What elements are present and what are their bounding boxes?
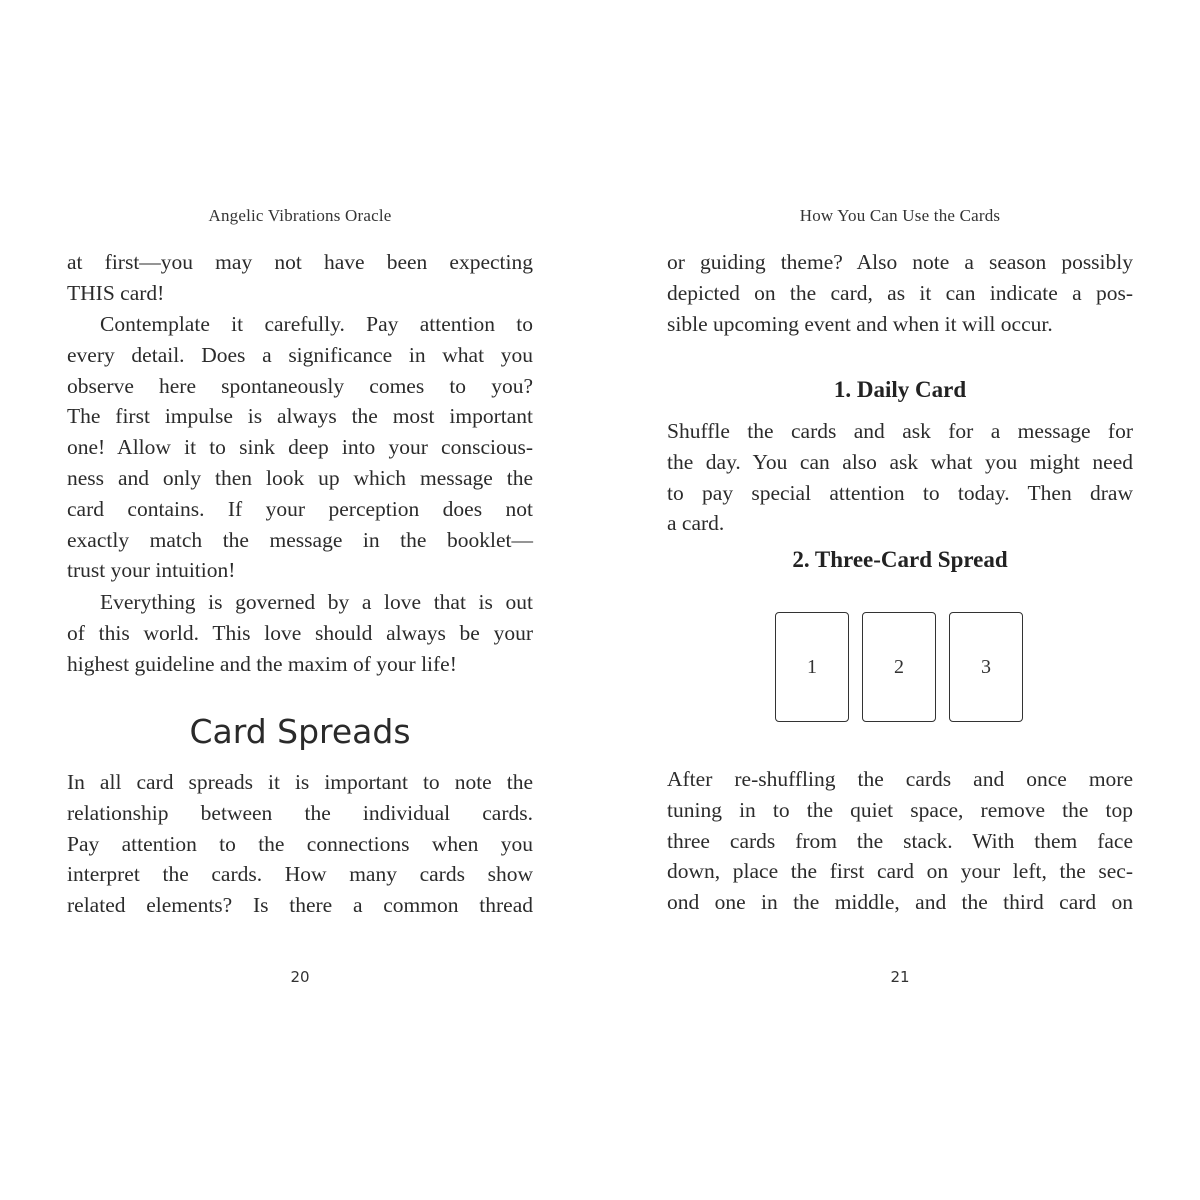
page-number-left: 20 <box>290 968 310 986</box>
text-line: related elements? Is there a common thread <box>67 893 533 918</box>
paragraph-contemplate <box>67 309 533 586</box>
paragraph-everything <box>67 587 533 679</box>
text-line: one! Allow it to sink deep into your conscious- <box>67 435 533 460</box>
text-line: ness and only then look up which message the <box>67 465 533 490</box>
three-card-spread-diagram <box>775 612 1025 724</box>
heading-three-card-spread: 2. Three-Card Spread <box>792 547 1008 572</box>
text-line: relationship between the individual cards. <box>67 800 533 825</box>
text-line: three cards from the stack. With them face <box>667 828 1133 853</box>
paragraph-card-spreads <box>67 767 533 921</box>
text-line: Pay attention to the connections when you <box>67 831 533 856</box>
text-line: sible upcoming event and when it will occur. <box>667 311 1053 336</box>
paragraph-continued <box>67 247 533 309</box>
paragraph-three-card-spread <box>667 764 1133 918</box>
heading-daily-card: 1. Daily Card <box>833 377 967 402</box>
paragraph-daily-card <box>667 416 1133 539</box>
text-line: tuning in to the quiet space, remove the top <box>667 797 1133 822</box>
running-head-right: How You Can Use the Cards <box>799 206 1001 225</box>
paragraph-guiding-theme <box>667 247 1133 339</box>
text-line: at first—you may not have been expecting <box>67 250 533 274</box>
text-line: to pay special attention to today. Then draw <box>667 480 1133 505</box>
text-line: exactly match the message in the booklet— <box>67 527 533 552</box>
text-line: trust your intuition! <box>67 558 236 583</box>
text-line: of this world. This love should always be your <box>67 620 533 645</box>
card-slot-3: 3 <box>949 612 1023 722</box>
text-line: or guiding theme? Also note a season possibly <box>667 250 1133 274</box>
text-line: depicted on the card, as it can indicate a pos- <box>667 280 1133 305</box>
text-line: The first impulse is always the most important <box>67 404 533 429</box>
text-line: observe here spontaneously comes to you? <box>67 373 533 398</box>
text-line: Contemplate it carefully. Pay attention to <box>100 312 533 336</box>
section-title-card-spreads: Card Spreads <box>189 712 411 751</box>
card-slot-2: 2 <box>862 612 936 722</box>
page-number-right: 21 <box>890 968 910 986</box>
card-slot-1: 1 <box>775 612 849 722</box>
text-line: card contains. If your perception does not <box>67 496 533 521</box>
text-line: In all card spreads it is important to note the <box>67 770 533 794</box>
text-line: interpret the cards. How many cards show <box>67 862 533 887</box>
running-head-left: Angelic Vibrations Oracle <box>208 206 392 225</box>
text-line: Everything is governed by a love that is out <box>100 590 533 614</box>
text-line: the day. You can also ask what you might need <box>667 449 1133 474</box>
text-line: highest guideline and the maxim of your life! <box>67 651 457 676</box>
text-line: Shuffle the cards and ask for a message for <box>667 419 1133 443</box>
text-line: ond one in the middle, and the third card on <box>667 890 1133 915</box>
text-line: After re-shuffling the cards and once more <box>667 767 1133 791</box>
text-line: THIS card! <box>67 280 165 305</box>
text-line: down, place the first card on your left, the sec- <box>667 859 1133 884</box>
text-line: every detail. Does a significance in what you <box>67 342 533 367</box>
text-line: a card. <box>667 511 725 536</box>
